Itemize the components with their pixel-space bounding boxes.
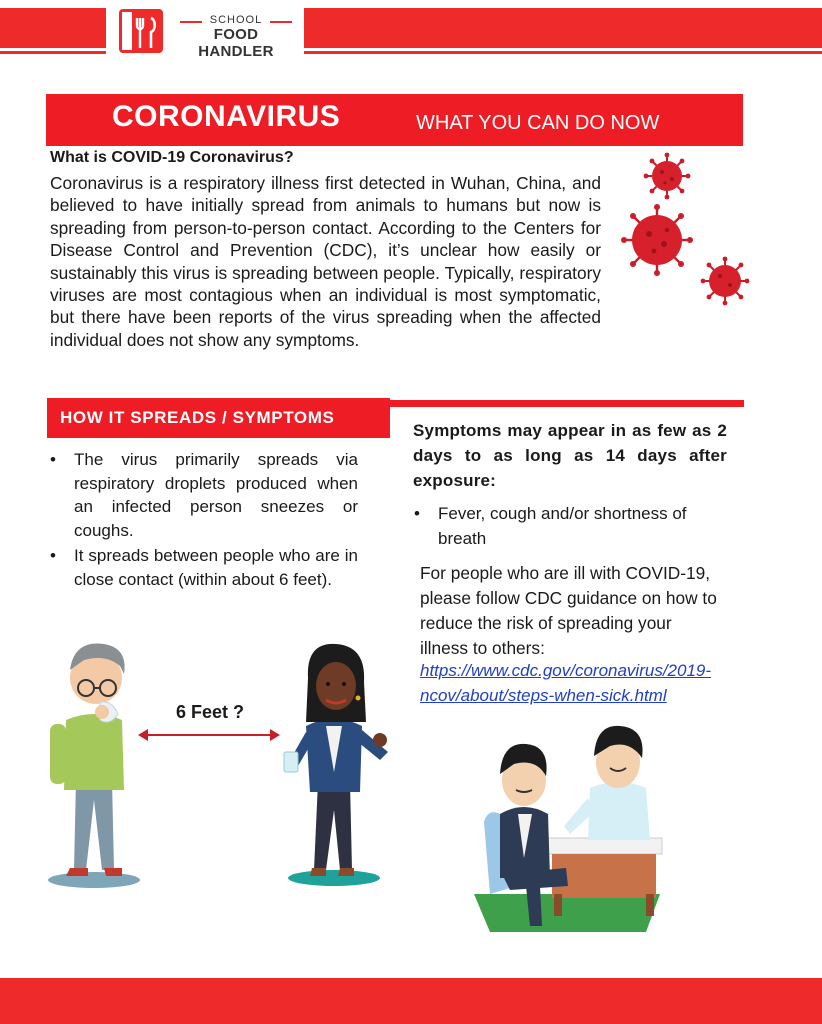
intro-heading: What is COVID-19 Coronavirus?	[50, 149, 294, 166]
ill-guidance-text: For people who are ill with COVID-19, please follow CDC guidance on how to reduce the risk of spreading your illness to others:	[420, 563, 717, 658]
page-title: CORONAVIRUS	[112, 100, 341, 133]
page-subtitle: WHAT YOU CAN DO NOW	[416, 112, 660, 134]
list-item: • The virus primarily spreads via respiratory droplets produced when an infected person sneezes or coughs.	[50, 448, 358, 542]
list-item: • Fever, cough and/or shortness of breath	[414, 501, 714, 551]
header-bar-left	[0, 8, 106, 48]
intro-body: Coronavirus is a respiratory illness first detected in Wuhan, China, and believed to have initially spread from animals to humans but now is spreading from person-to-person contact. According to the Centers for Disease Control and Prevention (CDC), it’s unclear how easily or sustainably this virus is spreading between people. Typically, respiratory viruses are most contagious when an individual is most symptomatic, but there have been reports of the virus spreading when the affected individual does not show any symptoms.	[50, 173, 601, 350]
footer-bar	[0, 978, 822, 1024]
header-line-left	[0, 51, 106, 54]
woman-with-glass-illustration	[276, 642, 400, 888]
list-item: • It spreads between people who are in close contact (within about 6 feet).	[50, 544, 358, 591]
section-title: HOW IT SPREADS / SYMPTOMS	[60, 408, 335, 427]
spread-list	[50, 448, 358, 593]
virus-icon	[612, 150, 752, 310]
logo-text	[176, 14, 296, 60]
logo-icon	[118, 8, 164, 54]
sneezing-man-illustration	[44, 630, 144, 892]
symptoms-heading: Symptoms may appear in as few as 2 days to as long as 14 days after exposure:	[413, 421, 727, 490]
cdc-link[interactable]: https://www.cdc.gov/coronavirus/2019-ncov/about/steps-when-sick.html	[420, 661, 712, 705]
section-divider	[390, 400, 744, 407]
symptom-list	[414, 501, 714, 551]
distance-label: 6 Feet ?	[176, 702, 245, 722]
logo-school: SCHOOL	[209, 14, 263, 26]
header-bar-right	[304, 8, 822, 48]
logo-food-handler: FOOD HANDLER	[198, 26, 274, 60]
doctor-consultation-illustration	[470, 718, 668, 934]
double-arrow-icon	[136, 727, 282, 743]
header-line-right	[304, 51, 822, 54]
